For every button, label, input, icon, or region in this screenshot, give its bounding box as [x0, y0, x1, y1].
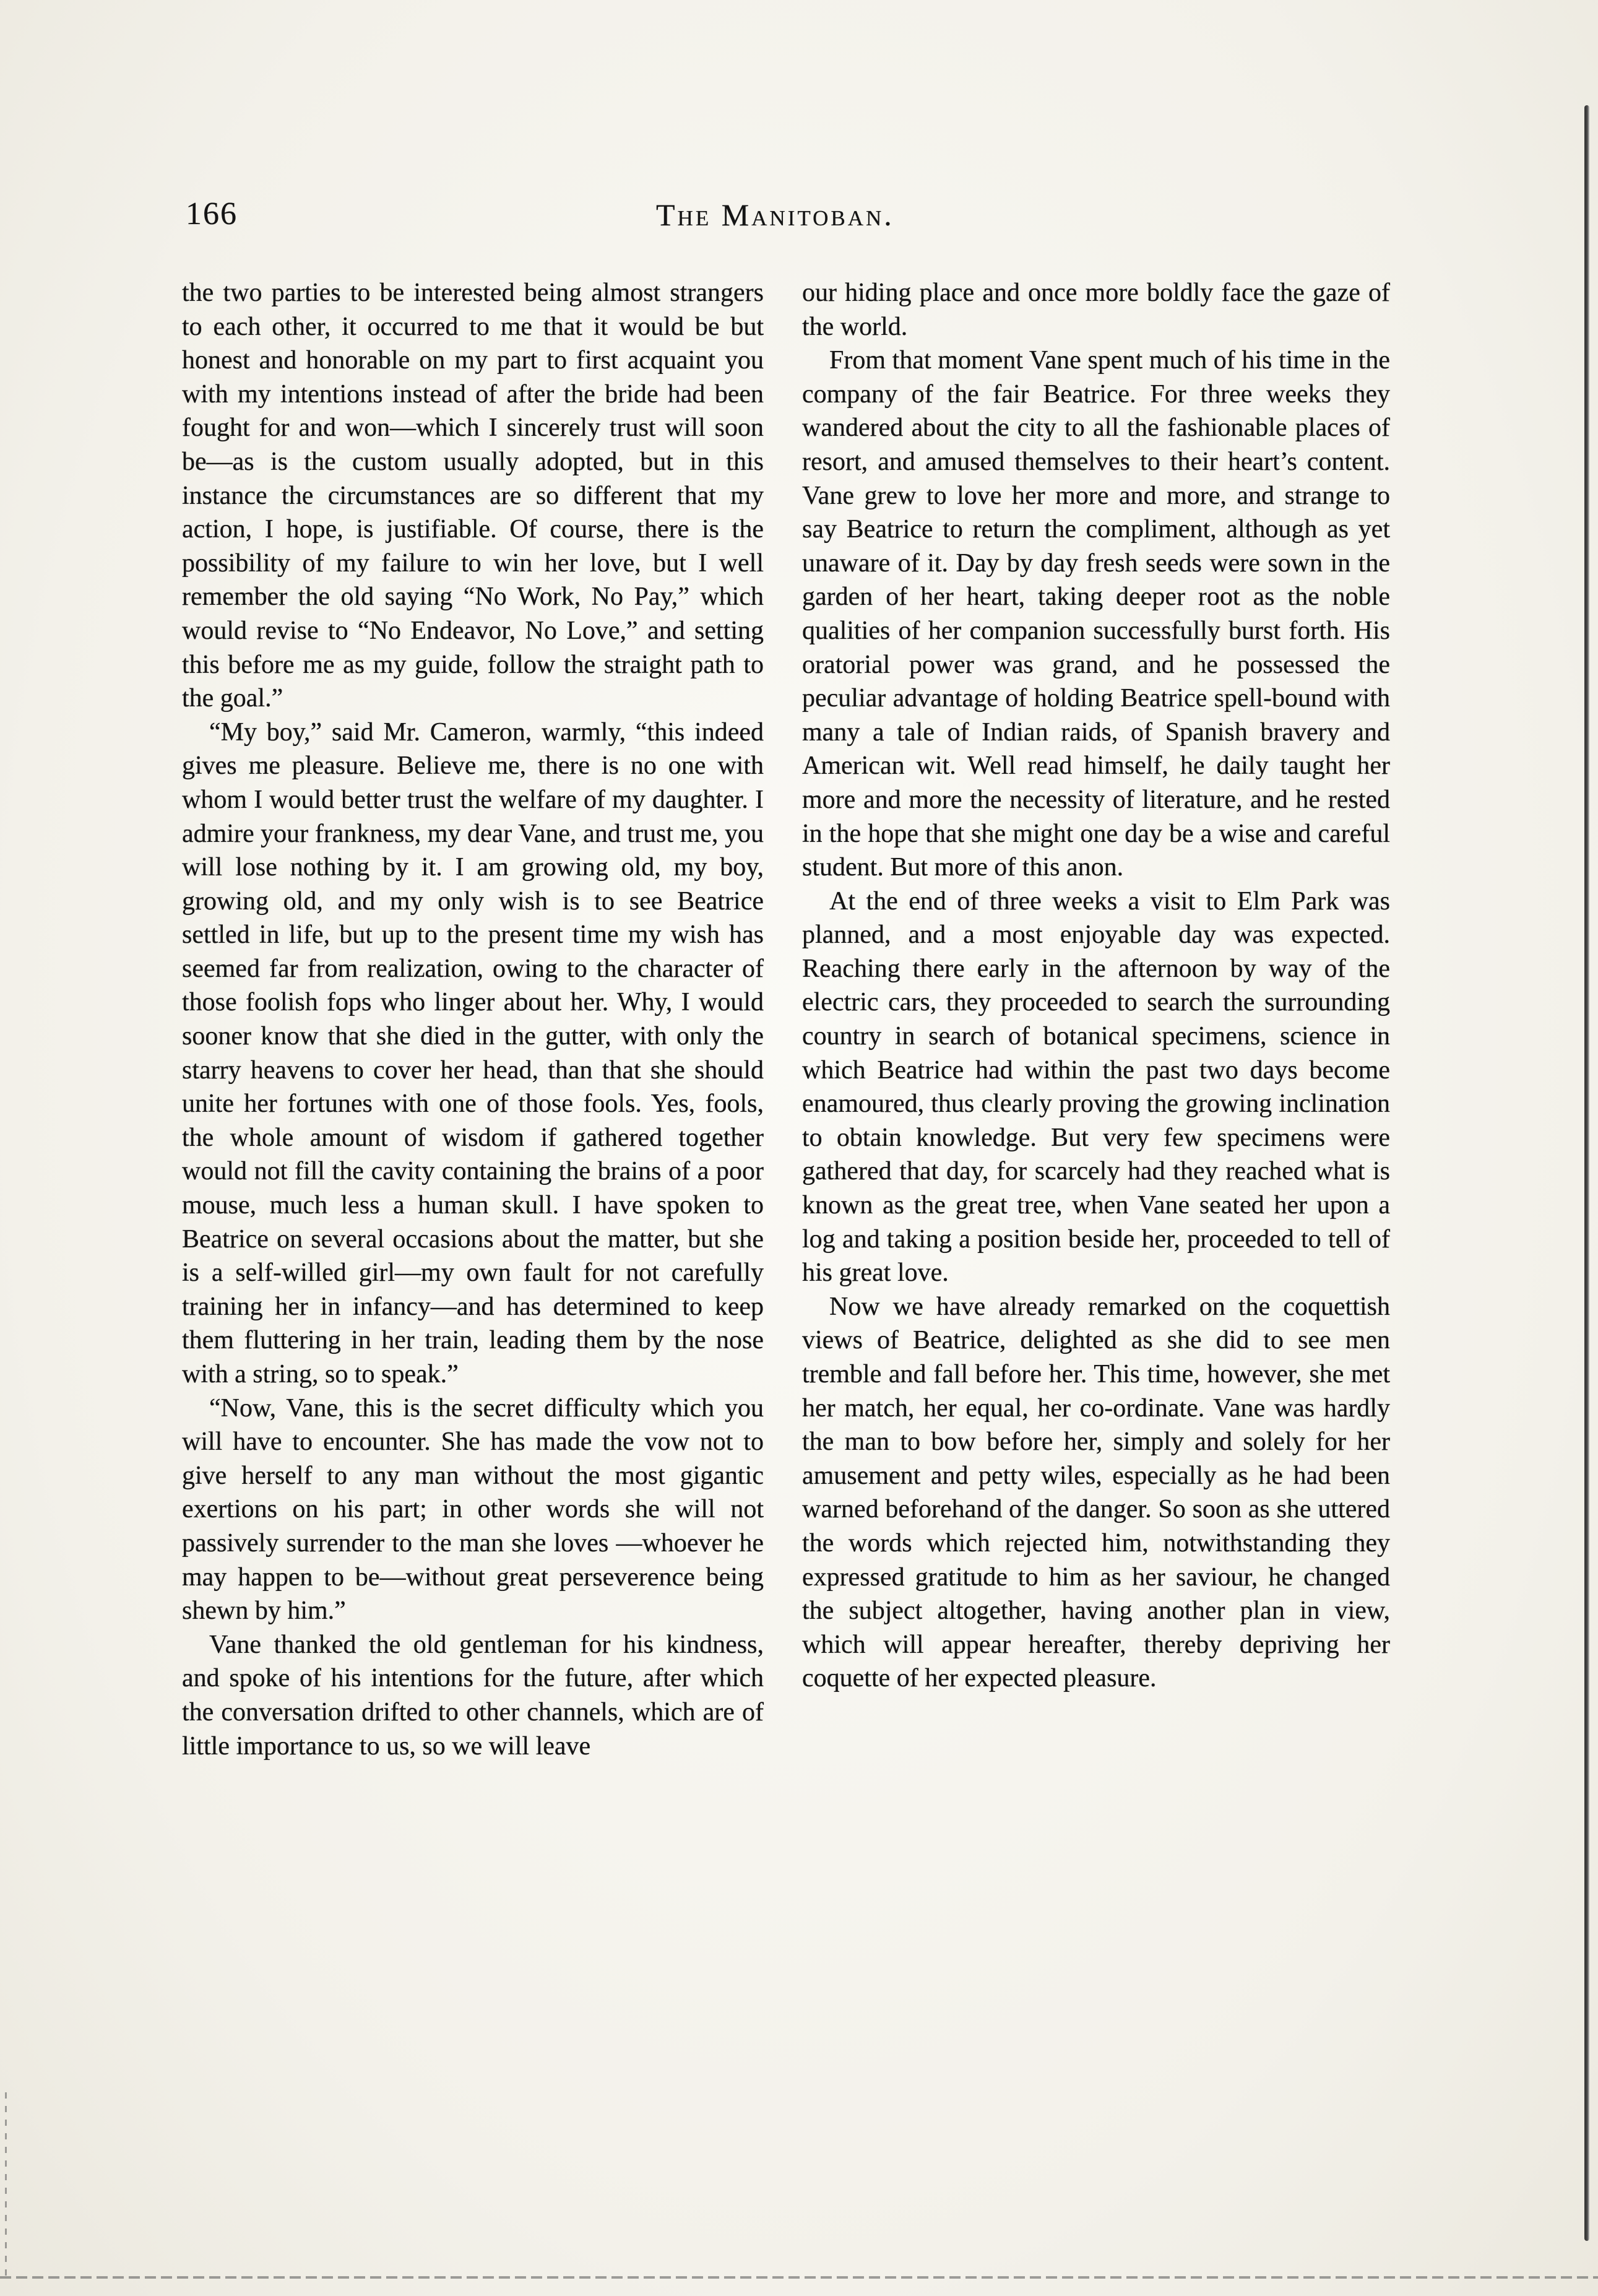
paragraph: the two parties to be interested being almost strangers to each other, it occurred to me that it would be but honest and honorable on my part to first acquaint you with my intentions instead of after the bride had been fought for and won—which I sincerely trust will soon be—as is the custom usually adopted, but in this instance the circumstances are so different that my action, I hope, is justifiable. Of course, there is the possibility of my failure to win her love, but I well remember the old saying “No Work, No Pay,” which would revise to “No Endeavor, No Love,” and setting this before me as my guide, follow the straight path to the goal.” [182, 279, 764, 713]
paragraph: At the end of three weeks a visit to Elm Park was planned, and a most enjoyable day was expected. Reaching there early in the afternoon by way of the electric cars, they proceeded to search the surrounding country in search of botanical specimens, science in which Beatrice had within the past two days become enamoured, thus clearly proving the growing inclination to obtain knowledge. But very few specimens were gathered that day, for scarcely had they reached what is known as the great tree, when Vane seated her upon a log and taking a position beside her, proceeded to tell of his great love. [802, 886, 1390, 1288]
page-number: 166 [186, 196, 238, 232]
paragraph: “My boy,” said Mr. Cameron, warmly, “this indeed gives me pleasure. Believe me, there is no one with whom I would better trust the welfare of my daughter. I admire your frankness, my dear Vane, and trust me, you will lose nothing by it. I am growing old, my boy, growing old, and my only wish is to see Beatrice settled in life, but up to the present time my wish has seemed far from realization, owing to the character of those foolish fops who linger about her. Why, I would sooner know that she died in the gutter, with only the starry heavens to cover her head, than that she should unite her fortunes with one of those fools. Yes, fools, the whole amount of wisdom if gathered together would not fill the cavity containing the brains of a poor mouse, much less a human skull. I have spoken to Beatrice on several occasions about the matter, but she is a self-willed girl—my own fault for not carefully training her in infancy—and has determined to keep them fluttering in her train, leading them by the nose with a string, so to speak.” [182, 717, 764, 1388]
paragraph: Now we have already remarked on the coquettish views of Beatrice, delighted as she did to see men tremble and fall before her. This time, however, she met her match, her equal, her co-ordinate. Vane was hardly the man to bow before her, simply and solely for her amusement and petty wiles, especially as he had been warned beforehand of the danger. So soon as she uttered the words which rejected him, notwithstanding they expressed gratitude to him as her saviour, he changed the subject altogether, having another plan in view, which will appear hereafter, thereby depriving her coquette of her expected pleasure. [802, 1292, 1390, 1693]
right-column [802, 276, 1390, 1696]
paragraph: Vane thanked the old gentleman for his kindness, and spoke of his intentions for the future, after which the conversation drifted to other channels, which are of little importance to us, so we will leave [182, 1630, 764, 1761]
paragraph: “Now, Vane, this is the secret difficulty which you will have to encounter. She has made the vow not to give herself to any man without the most gigantic exertions on his part; in other words she will not passively surrender to the man she loves —whoever he may happen to be—without great perseverence being shewn by him.” [182, 1393, 764, 1626]
page-edge-left [5, 2092, 7, 2278]
page-edge-right [1584, 105, 1589, 2241]
paragraph: our hiding place and once more boldly face the gaze of the world. [802, 279, 1390, 341]
left-column [182, 276, 764, 1763]
running-title: The Manitoban. [656, 197, 894, 232]
page-edge-bottom [0, 2276, 1598, 2279]
page-header [186, 196, 1362, 235]
paragraph: From that moment Vane spent much of his time in the company of the fair Beatrice. For three weeks they wandered about the city to all the fashionable places of resort, and amused themselves to their heart’s content. Vane grew to love her more and more, and strange to say Beatrice to return the compliment, although as yet unaware of it. Day by day fresh seeds were sown in the garden of her heart, taking deeper root as the noble qualities of her companion successfully burst forth. His oratorial power was grand, and he possessed the peculiar advantage of holding Beatrice spell-bound with many a tale of Indian raids, of Spanish bravery and American wit. Well read himself, he daily taught her more and more the necessity of literature, and he rested in the hope that she might one day be a wise and careful student. But more of this anon. [802, 346, 1390, 882]
